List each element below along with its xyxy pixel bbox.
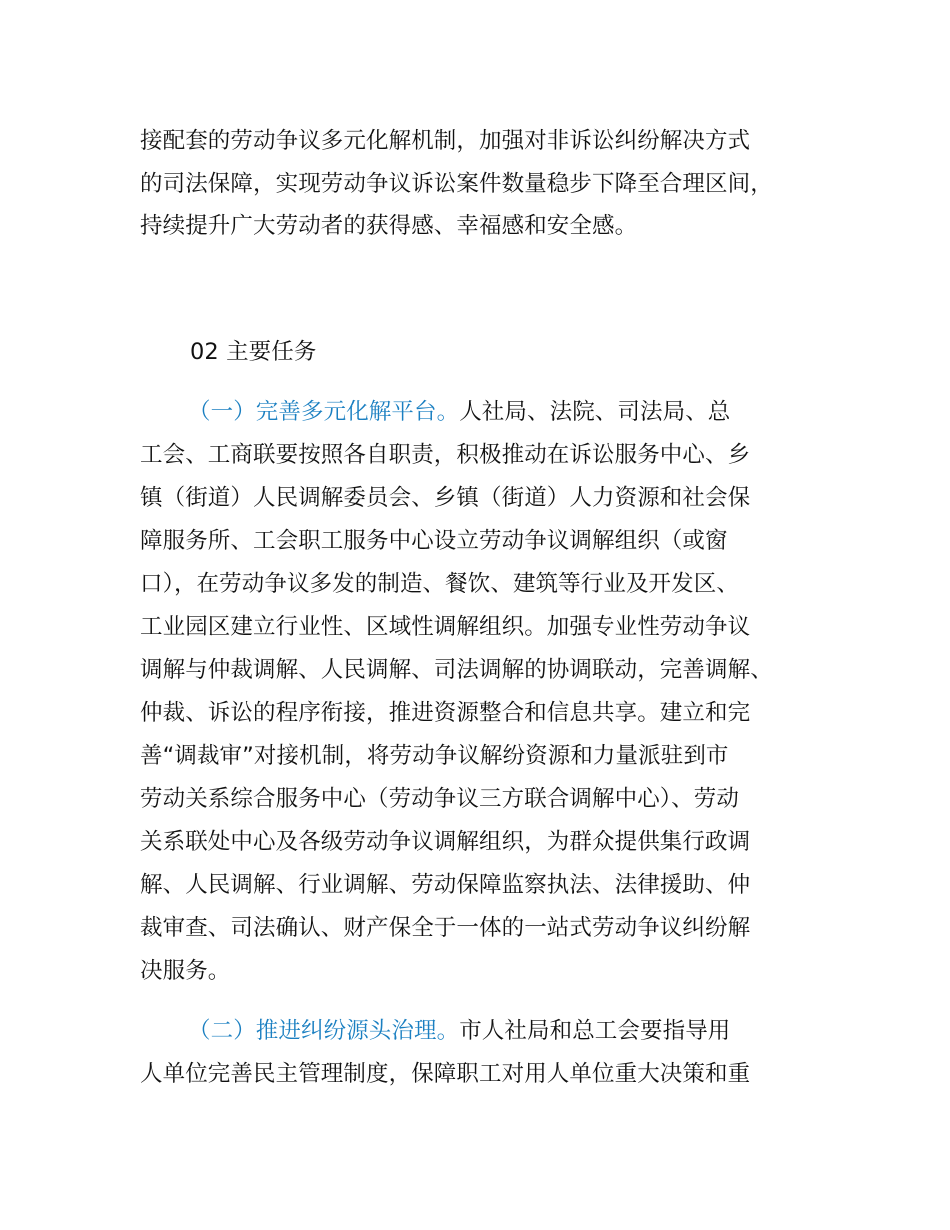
task1-line-10: 关系联处中心及各级劳动争议调解组织，为群众提供集行政调 [140, 829, 751, 855]
task1-line-11: 解、人民调解、行业调解、劳动保障监察执法、法律援助、仲 [140, 872, 751, 898]
task2-line-1: 人单位完善民主管理制度，保障职工对用人单位重大决策和重 [140, 1061, 751, 1087]
section-title: 02 主要任务 [190, 339, 317, 365]
task1-line-5: 工业园区建立行业性、区域性调解组织。加强专业性劳动争议 [140, 614, 751, 640]
task1-line-4: 口），在劳动争议多发的制造、餐饮、建筑等行业及开发区、 [140, 571, 739, 597]
task1-line-3: 障服务所、工会职工服务中心设立劳动争议调解组织（或窗 [140, 528, 728, 554]
task1-line-8: 善“调裁审”对接机制，将劳动争议解纷资源和力量派驻到市 [140, 743, 729, 769]
intro-line-3: 持续提升广大劳动者的获得感、幸福感和安全感。 [140, 213, 638, 239]
task2-heading: （二）推进纠纷源头治理。 [188, 1018, 460, 1044]
task2-first-line-text: 市人社局和总工会要指导用 [459, 1018, 731, 1044]
task1-first-line [188, 396, 730, 428]
intro-line-1: 接配套的劳动争议多元化解机制，加强对非诉讼纠纷解决方式 [140, 128, 751, 154]
task1-line-9: 劳动关系综合服务中心（劳动争议三方联合调解中心）、劳动 [140, 786, 739, 812]
task1-heading: （一）完善多元化解平台。 [188, 399, 460, 425]
task1-line-12: 裁审查、司法确认、财产保全于一体的一站式劳动争议纠纷解 [140, 915, 751, 941]
intro-line-2: 的司法保障，实现劳动争议诉讼案件数量稳步下降至合理区间， [140, 171, 773, 197]
task1-line-2: 镇（街道）人民调解委员会、乡镇（街道）人力资源和社会保 [140, 485, 751, 511]
task1-line-6: 调解与仲裁调解、人民调解、司法调解的协调联动，完善调解、 [140, 657, 773, 683]
task2-first-line [188, 1015, 730, 1047]
task1-line-1: 工会、工商联要按照各自职责，积极推动在诉讼服务中心、乡 [140, 442, 751, 468]
task1-line-7: 仲裁、诉讼的程序衔接，推进资源整合和信息共享。建立和完 [140, 700, 751, 726]
task1-first-line-text: 人社局、法院、司法局、总 [459, 399, 731, 425]
task1-line-13: 决服务。 [140, 958, 231, 984]
